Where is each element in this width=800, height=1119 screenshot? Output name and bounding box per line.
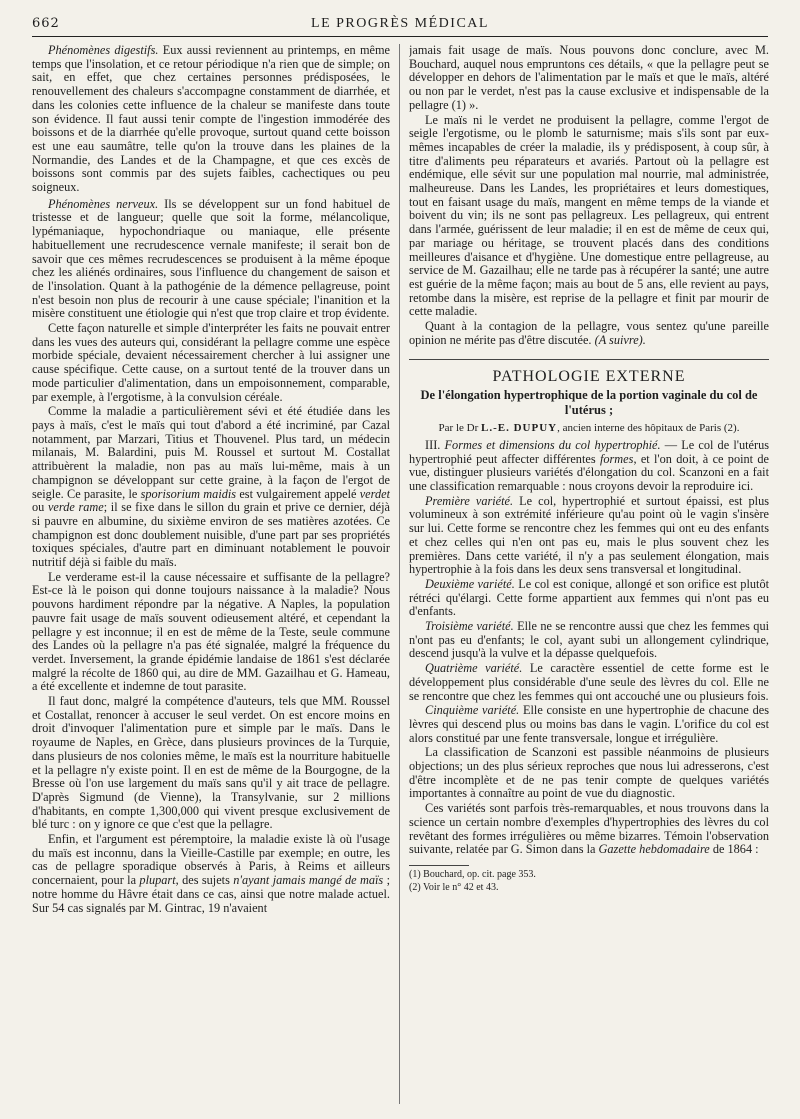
article-title: De l'élongation hypertrophique de la portion vaginale du col de l'utérus ;	[420, 388, 758, 418]
paragraph-variety-4	[409, 662, 769, 703]
paragraph-contagion	[409, 320, 769, 347]
text-forms-b: — Le col de l'utérus hypertrophié peut affecter différentes	[409, 437, 769, 466]
lead-digestive: Phénomènes digestifs.	[48, 44, 159, 57]
footnote-rule	[409, 865, 469, 866]
paragraph-argument	[32, 833, 390, 915]
term-sporisorium: sporisorium maidis	[140, 486, 237, 501]
term-formes: formes	[599, 451, 634, 466]
paragraph-interpretation: Cette façon naturelle et simple d'interpréter les faits ne pouvait entrer dans les vues des auteurs qui, considérant la pellagre comme une espèce morbide spéciale, devaient nécessairement chercher à lui assigner une cause spécifique. Cette cause, on a surtout tenté de la trouver dans un mode particulier d'alimentation, dans un empoisonnement, comparable, par exemple, à l'ergotisme, à la convulsion céréale.	[32, 321, 390, 404]
author-name: L.-E. DUPUY	[481, 422, 558, 435]
text-mais-b: est vulgairement appelé	[239, 486, 357, 501]
term-plupart: plupart	[139, 873, 176, 888]
paragraph-ergot: Le maïs ni le verdet ne produisent la pellagre, comme l'ergot de seigle l'ergotisme, ou le plomb le saturnisme; mais s'ils sont par eux-mêmes incapables de créer la maladie, ils y prédisposent, à coup sûr, à titre d'aliments peu réparateurs et avariés. Partout où la pellagre est endémique, elle sévit sur une population mal nourrie, mal administrée, malheureuse. Dans les Landes, les propriétaires et leurs domestiques, tout en faisant usage du maïs, mangent en même temps de la viande et boivent du vin; ils ne sont pas pellagreux. Les pellagreux, qui entrent dans l'armée, guérissent de leur maladie; il en est de même de ceux qui, par mariage ou héritage, se trouvent placés dans des conditions meilleures d'aisance et d'hygiène. Une domestique entre pellagreuse, au service de M. Gazailhau; elle ne tarde pas à récupérer la santé; une autre est guérie de la même façon; mais au bout de 5 ans, elle revient au pays, retombe dans la misère, est reprise de la pellagre et finit par mourir de cette maladie.	[409, 112, 769, 319]
paragraph-mais	[32, 405, 390, 569]
variety-3-text: Elle ne se rencontre aussi que chez les femmes qui n'ont pas eu d'enfants; le col, ayant subi un allongement cylindrique, descend jusqu'à la vulve et la dépasse quelquefois.	[409, 619, 769, 661]
section-heading: PATHOLOGIE EXTERNE	[409, 359, 769, 384]
footnote-1: (1) Bouchard, op. cit. page 353.	[409, 868, 536, 880]
paragraph-forms	[409, 439, 769, 494]
text-varieties-a: Ces variétés sont parfois très-remarquables, et nous trouvons dans la science un certain nombre d'exemples d'hypertrophies des lèvres du col revêtant des formes irrégulières ou même bizarres. Témoin l'observation suivante, relatée par G. Simon dans la	[409, 801, 769, 857]
byline-suffix: , ancien interne des hôpitaux de Paris (2).	[557, 422, 740, 435]
variety-1-lead: Première variété.	[425, 493, 514, 508]
page-number: 662	[32, 16, 60, 31]
term-verde-rame: verde rame	[47, 500, 104, 515]
text-mais-c: ou	[32, 500, 45, 515]
paragraph-variety-3	[409, 620, 769, 661]
text-forms-c: , et l'on doit, à ce point de vue, distinguer plusieurs variétés d'élongation du col. Scanzoni en a fait une classification remarquable : nous croyons devoir la reproduire ici.	[409, 451, 769, 493]
paragraph-digestive	[32, 44, 390, 195]
paragraph-variety-5	[409, 704, 769, 745]
text-varieties-b: de 1864 :	[712, 842, 759, 857]
variety-3-lead: Troisième variété.	[425, 619, 514, 634]
variety-4-lead: Quatrième variété.	[425, 661, 523, 676]
term-jamais-mange: n'ayant jamais mangé de maïs	[233, 873, 384, 888]
variety-1-text: Le col, hypertrophié et surtout épaissi, est plus volumineux à son extrémité inférieure qu'au point où le vagin s'insère sur lui. Cette forme se rencontre chez les femmes qui ont eu des enfants et chez celles qui n'en ont pas eu, mais le plus souvent chez les premières. Dans cette variété, il n'y a pas seulement élongation, mais hypertrophie à la fois dans les deux sens transversal et longitudinal.	[409, 493, 769, 577]
footnote-2: (2) Voir le n° 42 et 43.	[409, 881, 499, 893]
byline-prefix: Par le Dr	[438, 422, 479, 435]
paragraph-varieties	[409, 802, 769, 857]
paragraph-competence: Il faut donc, malgré la compétence d'auteurs, tels que MM. Roussel et Costallat, renoncer à accuser le seul verdet. On est encore moins en droit d'invoquer l'alimentation pure et simple par le maïs. Dans le royaume de Naples, en Grèce, dans plusieurs provinces de la Turquie, dans plusieurs de nos colonies même, le maïs est la nourriture habituelle et la pellagre n'y existe point. Il en est de même de la Bourgogne, de la Bresse où l'on use largement du maïs sans qu'il y ait trace de pellagre. D'après Sigmund (de Vienne), la Transylvanie, sur 2 millions d'habitants, en compte 1,300,000 qui vivent presque exclusivement de blé turc : on y ignore ce que c'est que la pellagre.	[32, 694, 390, 832]
text-nervous: Ils se développent sur un fond habituel de tristesse et de langueur; quelle que soit la forme, mélancolique, lypémaniaque, hypochondriaque ou maniaque, elle présente habituellement une recrudescence vernale manifeste; il serait bon de savoir que ces mêmes recrudescences se produisent à la même époque chez les aliénés ordinaires, sous l'influence du changement de saison et de l'insolation. Quant à la pathogénie de la démence pellagreuse, point n'est besoin non plus de recourir à une cause spéciale; l'inanition et la misère constituent une étiologie qui n'est que trop claire et trop évidente.	[32, 196, 390, 321]
paragraph-verderame: Le verderame est-il la cause nécessaire et suffisante de la pellagre? Est-ce là le poison qui donne toujours naissance à la maladie? Nous pouvons hardiment répondre par la négative. A Naples, la population pauvre fait usage de maïs souvent odieusement altéré, et cependant la pellagre y est inconnue; il en est de même de la Teste, seule commune des Landes où la pellagre n'a pas été signalée, malgré la fréquence du verdet. Inversement, la grande épidémie landaise de 1861 s'est déclarée malgré la récolte de 1860 qui, au dire de MM. Gazailhau et G. Hameau, a été excellente et indemne de tout parasite.	[32, 569, 390, 694]
paragraph-variety-1	[409, 495, 769, 577]
page-header	[32, 14, 768, 37]
variety-5-text: Elle consiste en une hypertrophie de chacune des lèvres qui descend plus ou moins bas dans le vagin. L'orifice du col est alors constitué par une fente transversale, longue et irrégulière.	[409, 703, 769, 745]
paragraph-variety-2	[409, 578, 769, 619]
left-column	[32, 44, 390, 1104]
paragraph-classification: La classification de Scanzoni est passible néanmoins de plusieurs objections; un des plus sérieux reproches que nous lui adresserons, c'est d'être incomplète et de ne pas tenir compte de quelques variétés importantes à connaître au point de vue du diagnostic.	[409, 745, 769, 801]
to-be-continued: (A suivre).	[594, 332, 646, 347]
text-mais-d: ; il se fixe dans le sillon du grain et prive ce dernier, déjà si pauvre en albumine, du sixième environ de ses matières azotées. Ce champignon est donc doublement nuisible, d'une part par ses propriétés toxiques spéciales, d'autre part en diminuant notablement le pouvoir nutritif déjà si faible du maïs.	[32, 500, 390, 570]
lead-nervous: Phénomènes nerveux.	[48, 196, 159, 211]
right-column	[409, 44, 769, 1104]
text-argument-b: , des sujets	[175, 873, 230, 888]
term-gazette: Gazette hebdomadaire	[598, 842, 710, 857]
paragraph-conclusion: jamais fait usage de maïs. Nous pouvons donc conclure, avec M. Bouchard, auquel nous empruntons ces détails, « que la pellagre peut se développer en dehors de l'alimentation par le maïs et que le maïs, altéré ou non par le verdet, n'est pas la cause exclusive et indispensable de la pellagre (1) ».	[409, 44, 769, 112]
paragraph-nervous	[32, 198, 390, 321]
variety-2-lead: Deuxième variété.	[425, 576, 515, 591]
text-digestive: Eux aussi reviennent au printemps, en même temps que l'insolation, et ce retour périodique n'a rien que de simple; on sait, en effet, que chez certaines personnes prédisposées, le renouvellement des chaleurs s'accompagne constamment de diarrhée, et dans les colonies cette influence de la chaleur se manifeste dans toute son évidence. Il faut aussi tenir compte de l'ingestion immodérée des boissons et de la diarrhée qu'elle provoque, surtout quand cette boisson est une eau saumâtre, telle qu'on la trouve dans les plaines de la Normandie, des Landes et de la Champagne, et que ces excès de boissons sont commis par des sujets faibles, cachectiques ou peu soigneux.	[32, 44, 390, 195]
term-verdet: verdet	[359, 486, 390, 501]
text-mais-a: Comme la maladie a particulièrement sévi et été étudiée dans les pays à maïs, c'est le maïs qui tout d'abord a été incriminé, par Cazal notamment, par Marzari, Titius et Thouvenel. Plus tard, un médecin milanais, M. Balardini, puis M. Roussel et surtout M. Costallat attribuèrent la maladie, non pas au maïs lui-même, mais à un champignon se développant sur cette graine, à la façon de l'ergot de seigle. Ce parasite, le	[32, 404, 390, 501]
variety-5-lead: Cinquième variété.	[425, 703, 520, 718]
text-argument-a: Enfin, et l'argument est péremptoire, la maladie existe là où l'usage du maïs est inconnu, dans la Vieille-Castille par exemple; en outre, les cas de pellagre sporadique observés à Paris, à Reims et ailleurs concernaient, pour la	[32, 832, 390, 888]
journal-title: LE PROGRÈS MÉDICAL	[311, 16, 489, 31]
text-contagion: Quant à la contagion de la pellagre, vous sentez qu'une pareille opinion ne mérite pas d'être discutée.	[409, 319, 769, 347]
text-argument-c: ; notre homme du Hâvre était dans ce cas, ainsi que notre malade actuel. Sur 54 cas signalés par M. Gintrac, 19 n'avaient	[32, 873, 390, 915]
column-divider	[399, 44, 400, 1104]
subsection-title: Formes et dimensions du col hypertrophié.	[444, 437, 661, 452]
variety-4-text: Le caractère essentiel de cette forme est le développement plus considérable d'une seule des lèvres du col. Elle ne se rencontre que chez les femmes qui ont accouché une ou plusieurs fois.	[409, 661, 769, 703]
variety-2-text: Le col est conique, allongé et son orifice est plutôt rétréci qu'élargi. Cette forme appartient aux femmes qui n'ont pas eu d'enfants.	[409, 576, 769, 619]
section-number: III.	[425, 437, 441, 452]
byline	[409, 422, 769, 436]
